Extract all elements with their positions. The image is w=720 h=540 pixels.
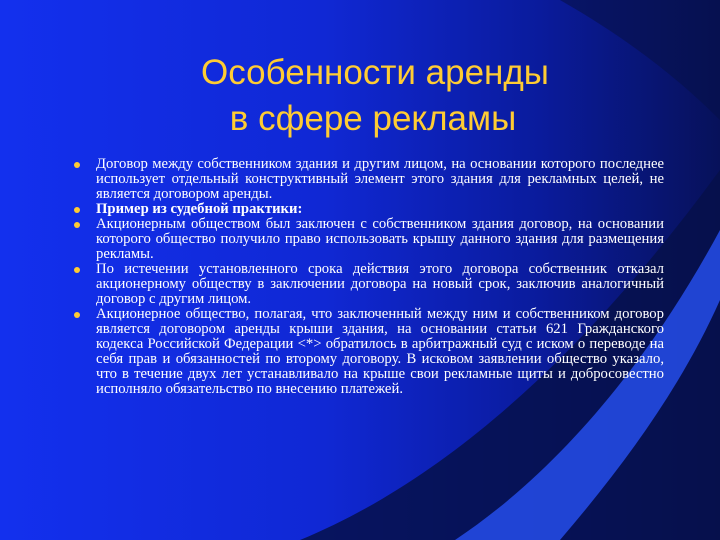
bullet-text: Акционерным обществом был заключен с собственником здания договор, на основании которого общество получило право использовать крышу данного здания для размещения рекламы. bbox=[96, 216, 664, 262]
bullet-dot-icon bbox=[74, 207, 80, 213]
bullet-text: По истечении установленного срока действия этого договора собственник отказал акционерному обществу в заключении договора на новый срок, заключив аналогичный договор с другим лицом. bbox=[96, 261, 664, 307]
bullet-dot-icon bbox=[74, 267, 80, 273]
bullet-dot-icon bbox=[74, 222, 80, 228]
bullet-text: Акционерное общество, полагая, что заключенный между ним и собственником договор является договором аренды крыши здания, на основании статьи 621 Гражданского кодекса Российской Федерации <*> обратилось в арбитражный суд с иском о переводе на себя прав и обязанностей по второму договору. В исковом заявлении общество указало, что в течение двух лет устанавливало на крыше свои рекламные щиты и добросовестно исполняло обязательство по внесению платежей. bbox=[96, 306, 664, 397]
bullet-text: Пример из судебной практики: bbox=[96, 201, 303, 217]
bullet-item bbox=[74, 202, 664, 217]
bullet-text: Договор между собственником здания и другим лицом, на основании которого последнее использует отдельный конструктивный элемент этого здания для рекламных целей, не является договором аренды. bbox=[96, 156, 664, 202]
slide-title-line-1: Особенности аренды bbox=[201, 53, 549, 92]
bullet-dot-icon bbox=[74, 312, 80, 318]
bullet-item bbox=[74, 307, 664, 397]
bullet-dot-icon bbox=[74, 162, 80, 168]
slide-title bbox=[0, 50, 720, 142]
bullet-item bbox=[74, 157, 664, 202]
bullet-item bbox=[74, 262, 664, 307]
slide-title-line-2: в сфере рекламы bbox=[229, 99, 517, 138]
bullet-list bbox=[74, 157, 664, 397]
bullet-item bbox=[74, 217, 664, 262]
